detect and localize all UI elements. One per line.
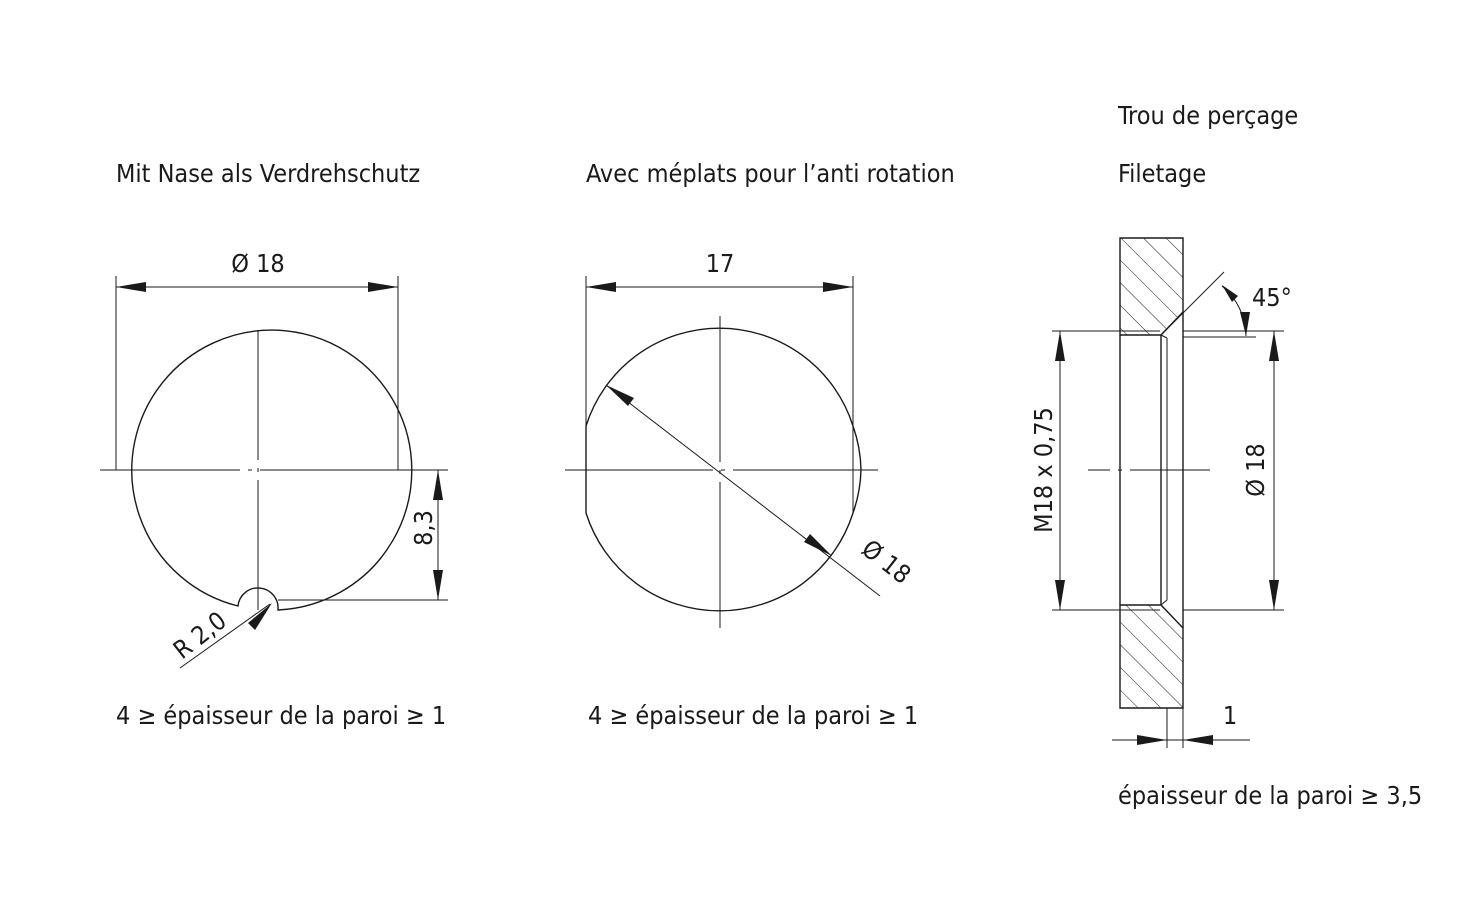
arrow-left: [116, 282, 146, 292]
view1-wall-note: 4 ≥ épaisseur de la paroi ≥ 1: [116, 701, 447, 730]
diag-diameter-label: Ø 18: [856, 533, 917, 590]
angle-arrow-top: [1222, 285, 1238, 302]
chamfer-bottom-inner: [1161, 600, 1167, 605]
arrow-right-2: [823, 282, 853, 292]
drill-diameter-label: Ø 18: [1241, 443, 1270, 497]
step-label: 1: [1222, 701, 1238, 730]
step-arrow-right: [1183, 735, 1213, 745]
view-section-thread: [1029, 101, 1422, 810]
diameter-label: Ø 18: [231, 249, 285, 278]
step-arrow-left: [1137, 735, 1167, 745]
view-flats-anti-rotation: [565, 159, 955, 730]
thread-label: M18 x 0,75: [1029, 407, 1058, 533]
arrow-up: [433, 470, 443, 500]
diag-arrow-top: [606, 385, 634, 406]
drill-arrow-bottom: [1269, 580, 1279, 610]
upper-wall-section: [1120, 238, 1183, 335]
view2-heading: Avec méplats pour l’anti rotation: [586, 159, 955, 188]
arrow-left-2: [586, 282, 616, 292]
thread-arrow-bottom: [1055, 580, 1065, 610]
view-anti-rotation-nose: [100, 159, 448, 730]
thread-arrow-top: [1055, 331, 1065, 361]
chamfer-top-inner: [1161, 335, 1167, 338]
angle-arrow-bottom: [1240, 312, 1250, 336]
view3-heading-line2: Filetage: [1118, 159, 1207, 188]
arrow-down: [433, 570, 443, 600]
diagonal-diameter-line: [606, 385, 880, 596]
height-label: 8,3: [409, 510, 438, 546]
arrow-right: [368, 282, 398, 292]
view3-wall-note: épaisseur de la paroi ≥ 3,5: [1118, 781, 1423, 810]
diag-arrow-bottom: [804, 534, 832, 556]
view2-wall-note: 4 ≥ épaisseur de la paroi ≥ 1: [588, 701, 919, 730]
drill-arrow-top: [1269, 331, 1279, 361]
lower-wall-section: [1120, 605, 1183, 708]
view1-heading: Mit Nase als Verdrehschutz: [116, 159, 421, 188]
angle-label: 45°: [1252, 283, 1292, 312]
width-label: 17: [705, 249, 735, 278]
view3-heading-line1: Trou de perçage: [1118, 101, 1299, 130]
radius-label: R 2,0: [167, 605, 232, 665]
